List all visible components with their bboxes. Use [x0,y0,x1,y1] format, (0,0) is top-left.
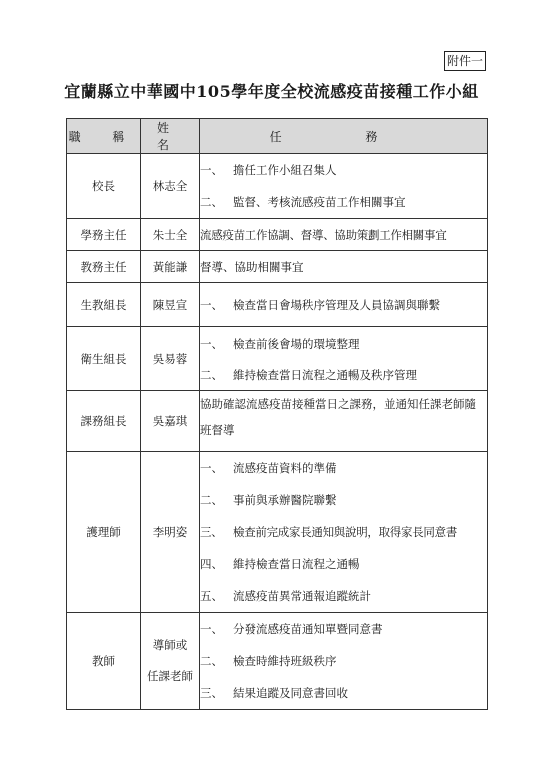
role-cell: 學務主任 [67,219,141,251]
table-row [67,219,488,251]
attachment-label: 附件一 [444,51,486,71]
task-item: 一、 分發流感疫苗通知單暨同意書 [200,622,383,636]
task-item: 二、 監督、考核流感疫苗工作相關事宜 [200,195,406,209]
role-cell: 生教組長 [67,283,141,327]
task-item: 一、 擔任工作小組召集人 [200,163,337,177]
header-role: 職 稱 [67,119,141,154]
table-header-row [67,119,488,154]
tasks-cell [200,154,488,219]
tasks-cell: 協助確認流感疫苗接種當日之課務，並通知任課老師隨班督導 [200,391,488,452]
role-cell: 課務組長 [67,391,141,452]
table-row [67,251,488,283]
tasks-cell [200,327,488,391]
task-item: 一、 流感疫苗資料的準備 [200,461,337,475]
table-row [67,613,488,710]
name-cell: 朱士全 [141,219,200,251]
name-line: 導師或 [152,638,188,652]
header-name: 姓 名 [141,119,200,154]
table-row [67,391,488,452]
task-item: 四、 維持檢查當日流程之通暢 [200,557,360,571]
name-cell: 陳昱宣 [141,283,200,327]
name-cell: 林志全 [141,154,200,219]
task-item: 二、 檢查時維持班級秩序 [200,654,337,668]
tasks-cell: 流感疫苗工作協調、督導、協助策劃工作相關事宜 [200,219,488,251]
name-cell: 李明姿 [141,452,200,613]
role-cell: 教務主任 [67,251,141,283]
name-cell [141,613,200,710]
header-tasks: 任 務 [200,119,488,154]
role-cell: 護理師 [67,452,141,613]
task-item: 二、 事前與承辦醫院聯繫 [200,493,337,507]
table-row [67,154,488,219]
table-row [67,283,488,327]
role-cell: 教師 [67,613,141,710]
table-row [67,327,488,391]
task-item: 五、 流感疫苗異常通報追蹤統計 [200,589,371,603]
tasks-cell [200,613,488,710]
task-item: 二、 維持檢查當日流程之通暢及秩序管理 [200,368,417,382]
name-cell: 黃能謙 [141,251,200,283]
tasks-cell [200,452,488,613]
tasks-cell: 督導、協助相關事宜 [200,251,488,283]
task-item: 一、 檢查當日會場秩序管理及人員協調與聯繫 [200,297,440,312]
duty-table [66,118,488,710]
name-line: 任課老師 [147,669,193,683]
tasks-cell [200,283,488,327]
role-cell: 校長 [67,154,141,219]
task-item: 三、 結果追蹤及同意書回收 [200,686,348,700]
role-cell: 衛生組長 [67,327,141,391]
document-title: 宜蘭縣立中華國中105學年度全校流感疫苗接種工作小組 [64,82,479,101]
task-item: 一、 檢查前後會場的環境整理 [200,337,360,351]
name-cell: 吳嘉琪 [141,391,200,452]
name-cell: 吳易蓉 [141,327,200,391]
table-row [67,452,488,613]
task-item: 三、 檢查前完成家長通知與說明，取得家長同意書 [200,525,457,539]
